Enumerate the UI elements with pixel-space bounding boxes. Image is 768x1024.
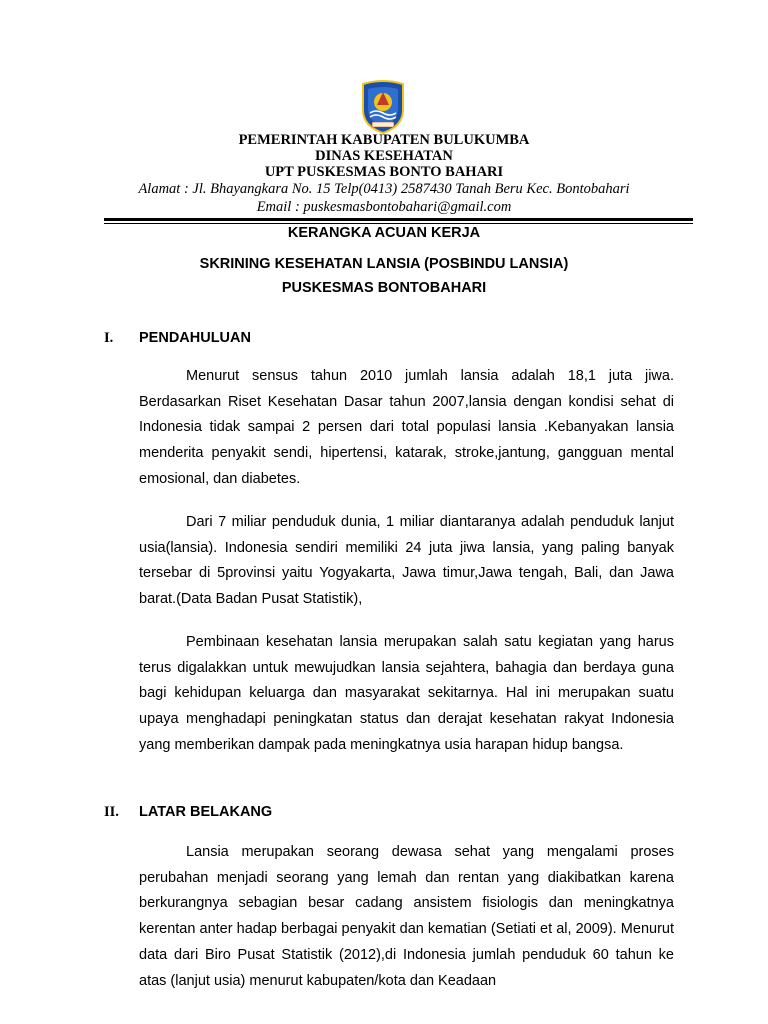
letterhead-address: Alamat : Jl. Bhayangkara No. 15 Telp(0413) 2587430 Tanah Beru Kec. Bontobahari	[138, 181, 630, 197]
document-organization: PUSKESMAS BONTOBAHARI	[281, 280, 487, 296]
letterhead-unit: UPT PUSKESMAS BONTO BAHARI	[264, 164, 504, 180]
section-heading-latar-belakang: LATAR BELAKANG	[139, 804, 273, 820]
section-number: II.	[104, 804, 119, 820]
letterhead-divider-thin	[104, 223, 693, 224]
letterhead-divider-thick	[104, 218, 693, 221]
bulukumba-regency-crest-icon	[360, 80, 406, 134]
paragraph: Pembinaan kesehatan lansia merupakan salah satu kegiatan yang harus terus digalakkan untuk mewujudkan lansia sejahtera, bahagia dan berdaya guna bagi kehidupan keluarga dan masyarakat sekitarnya. Hal ini merupakan suatu upaya menghadapi peningkatan status dan derajat kesehatan rakyat Indonesia yang memberikan dampak pada meningkatnya usia harapan hidup bangsa.	[139, 634, 674, 753]
section-number: I.	[104, 330, 114, 346]
letterhead-email: Email : puskesmasbontobahari@gmail.com	[256, 199, 512, 215]
letterhead-government: PEMERINTAH KABUPATEN BULUKUMBA	[238, 132, 530, 148]
paragraph: Dari 7 miliar penduduk dunia, 1 miliar diantaranya adalah penduduk lanjut usia(lansia). Indonesia sendiri memiliki 24 juta jiwa lansia, yang paling banyak tersebar di 5provinsi yaitu Yogyakarta, Jawa timur,Jawa tengah, Bali, dan Jawa barat.(Data Badan Pusat Statistik),	[139, 514, 674, 608]
document-title: KERANGKA ACUAN KERJA	[287, 225, 481, 241]
document-subtitle: SKRINING KESEHATAN LANSIA (POSBINDU LANSIA)	[199, 256, 569, 272]
letterhead-department: DINAS KESEHATAN	[315, 148, 453, 164]
paragraph: Lansia merupakan seorang dewasa sehat yang mengalami proses perubahan menjadi seorang yang lemah dan rentan yang diakibatkan karena berkurangnya sebagian besar cadang ansistem fisiologis dan meningkatnya kerentan anter hadap berbagai penyakit dan kematian (Setiati et al, 2009). Menurut data dari Biro Pusat Statistik (2012),di Indonesia jumlah penduduk 60 tahun ke atas (lanjut usia) menurut kabupaten/kota dan Keadaan	[139, 844, 674, 989]
section-heading-pendahuluan: PENDAHULUAN	[139, 330, 251, 346]
paragraph: Menurut sensus tahun 2010 jumlah lansia adalah 18,1 juta jiwa. Berdasarkan Riset Kesehatan Dasar tahun 2007,lansia dengan kondisi sehat di Indonesia tidak sampai 2 persen dari total populasi lansia .Kebanyakan lansia menderita penyakit sendi, hipertensi, katarak, stroke,jantung, gangguan mental emosional, dan diabetes.	[139, 368, 674, 487]
